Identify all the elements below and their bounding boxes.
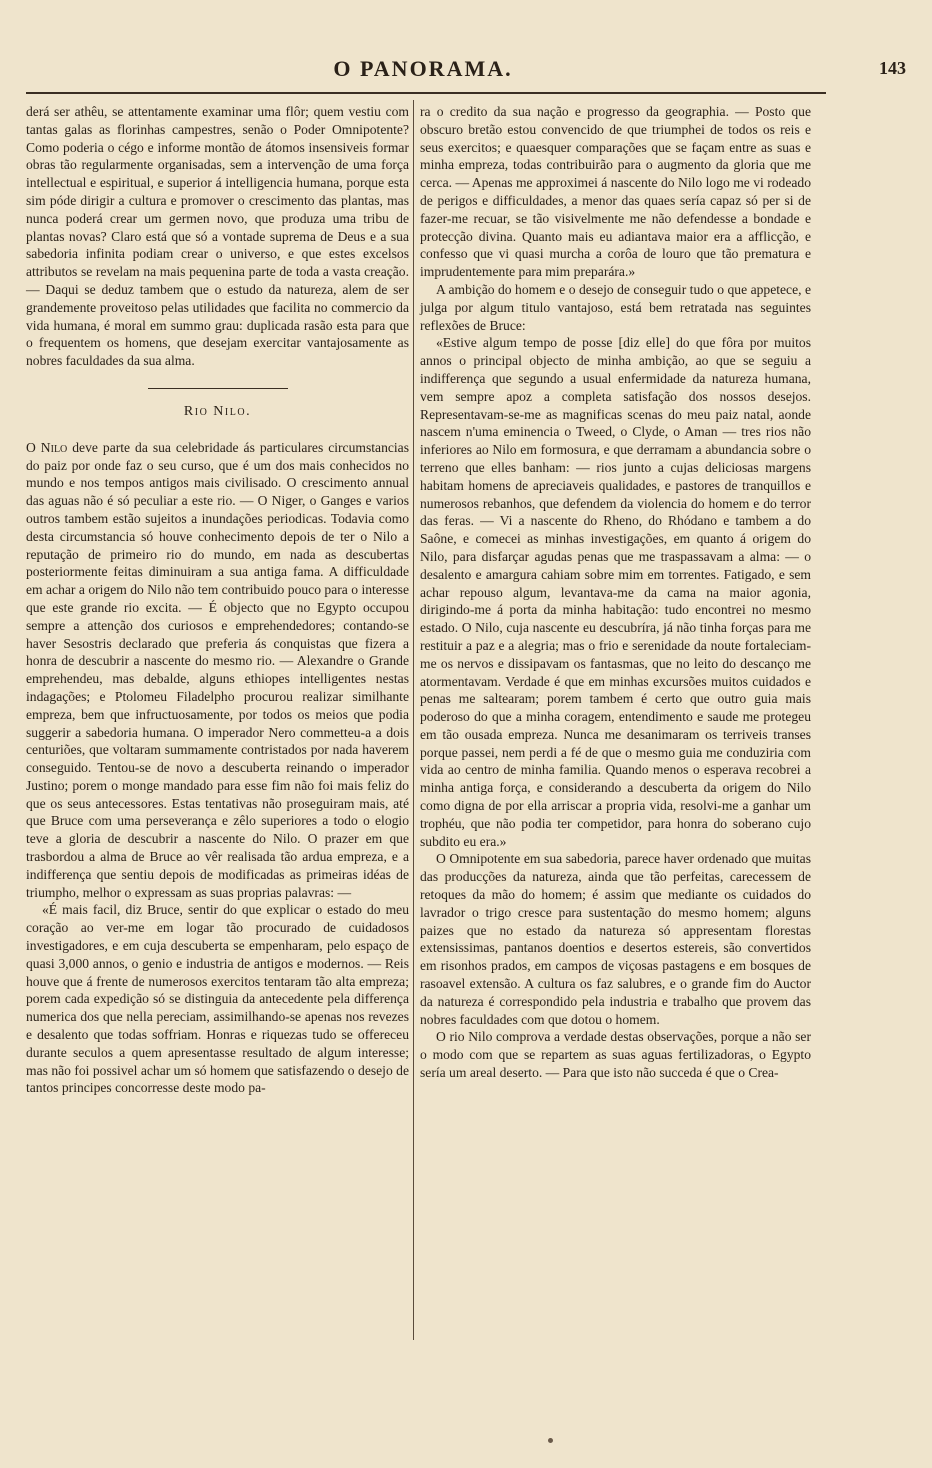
- left-column: [26, 103, 409, 1097]
- publication-title: O PANORAMA.: [333, 56, 513, 81]
- intro-paragraph: derá ser athêu, se attentamente examinar uma flôr; quem vestiu com tantas galas as florinhas campestres, senão o Poder Omnipotente? Como poderia o cégo e informe montão de átomos insensiveis formar obras tão regularmente organisadas, sem a intervenção de uma força intellectual e espiritual, e superior á intelligencia humana, porque esta sim póde dirigir a cultura e promover o crescimento das plantas, mas nunca poderá crear um germen novo, que produza uma tribu de plantas novas? Claro está que só a vontade suprema de Deus e a sua sabedoria infinita podiam crear o universo, e que estes excelsos attributos se revelam na mais pequenina parte de toda a vasta creação. — Daqui se deduz tambem que o estudo da natureza, alem de ser grandemente proveitoso pelas utilidades que facilita no commercio da vida humana, é moral em summo grau: duplicada rasão esta para que o frequentem os homens, que desejam exercitar vantajosamente as nobres faculdades da sua alma.: [26, 104, 409, 369]
- bruce-quote-1: «É mais facil, diz Bruce, sentir do que explicar o estado do meu coração ao ver-me em logar tão procurado de cuidadosos investigadores, e em cuja descuberta se empenharam, pelo espaço de quasi 3,000 annos, o genio e industria de antigos e modernos. — Reis houve que á frente de numerosos exercitos tentaram tão alta empreza; porem cada expedição só se distinguia da antecedente pela differença numerica dos que nella pereciam, assimilhando-se apenas nos revezes e desalento que todas soffriam. Honras e riquezas tudo se offereceu durante seculos a quem apresentasse resultado de algum interesse; mas não foi possivel achar um só homem que satisfazendo o desejo de tantos principes concorresse deste modo pa-: [26, 902, 409, 1096]
- ambition-paragraph: A ambição do homem e o desejo de conseguir tudo o que appetece, e julga por algum titulo vantajoso, está bem retratada nas seguintes reflexões de Bruce:: [420, 281, 811, 333]
- nile-paragraph-1: [26, 439, 409, 902]
- right-column: [420, 103, 811, 1082]
- omnipotent-paragraph: O Omnipotente em sua sabedoria, parece haver ordenado que muitas das producções da natureza, ainda que tão perfeitas, carecessem de retoques da mão do homem; é assim que mediante os cuidados do lavrador o trigo cresce para sustentação do mesmo homem; alguns paizes que no estado da natureza só appresentam florestas extensissimas, pantanos doentios e desertos estereis, são convertidos em risonhos prados, em campos de viçosas pastagens e em bosques de rasoavel extensão. A cultura os faz salubres, e o grande fim do Auctor da natureza é correspondido pela industria e trabalho que provem das nobres faculdades com que dotou o homem.: [420, 851, 811, 1027]
- bruce-quote-continuation: ra o credito da sua nação e progresso da geographia. — Posto que obscuro bretão estou convencido de que triumphei de todos os reis e seus exercitos; e quaesquer comparações que se façam entre as suas e minha empreza, todas contribuirão para o augmento da gloria que me cerca. — Apenas me approximei á nascente do Nilo logo me vi rodeado de perigos e difficuldades, a menor das quaes sería capaz só per si de fazer-me recuar, se tão visivelmente me não defendesse a bondade e protecção divina. Quanto mais eu adiantava maior era a afflicção, e confesso que vi quasi murcha a corôa de louro que tão prematura e imprudentemente para mim preparára.»: [420, 104, 811, 280]
- section-title-text: Rio Nilo.: [183, 403, 252, 419]
- page-mark: [548, 1438, 553, 1443]
- nile-paragraph-1-text: deve parte da sua celebridade ás particulares circumstancias do paiz por onde faz o seu curso, que é um dos mais conhecidos no mundo e nos tempos antigos mais civilisado. O crescimento annual das aguas não é só peculiar a este rio. — O Niger, o Ganges e varios outros tambem estão sujeitos a inundações periodicas. Todavia como desta circumstancia só houve conhecimento depois de ter o Nilo a reputação de primeiro rio do mundo, em nada as descubertas posteriormente feitas diminuiram a sua antiga fama. A difficuldade em achar a origem do Nilo não tem contribuido pouco para o interesse que este grande rio excita. — É objecto que no Egypto occupou sempre a attenção dos curiosos e emprehendedores; contando-se haver Sesostris declarado que preferia ás conquistas que fizera a honra de descubrir a nascente do mesmo rio. — Alexandre o Grande emprehendeu, mas debalde, alguns ethiopes intelligentes nestas indagações; e Ptolomeu Filadelpho procurou realizar similhante empreza, bem que infructuosamente, por todos os meios que podia suggerir a sabedoria humana. O imperador Nero commetteu-a a dois centuriões, que voltaram summamente contristados por nada haverem conseguido. Tentou-se de novo a descuberta reinando o imperador Justino; porem o monge mandado para esse fim não foi mais feliz do que os seus antecessores. Estas tentativas não proseguiram mais, até que Bruce com uma perseverança e zêlo superiores a todo o elogio teve a gloria de descubrir a nascente do Nilo. O prazer em que trasbordou a alma de Bruce ao vêr realisada tão ardua empreza, e a indifferença que sentiu depois de modificadas as primeiras idéas de triumpho, melhor o expressam as suas proprias palavras: —: [26, 439, 409, 900]
- section-separator: [148, 388, 288, 389]
- bruce-quote-2: «Estive algum tempo de posse [diz elle] do que fôra por muitos annos o principal objecto de minha ambição, ao que se seguiu a indifferença que segundo a usual enfermidade da natureza humana, vem sempre apoz a completa satisfação dos nossos desejos. Representavam-se-me as magnificas scenas do meu paiz natal, aonde nascem n'uma eminencia o Tweed, o Clyde, o Aman — tres rios não inferiores ao Nilo em formosura, e que derramam a abundancia sobre o terreno que elles banham: — rios junto a cujas deliciosas margens habitam homens de apreciaveis qualidades, e pastores de tranquillos e numerosos rebanhos, que defendem da violencia do homem e do terror das feras. — Vi a nascente do Rheno, do Rhódano e tambem a do Saône, e comecei as minhas investigações, em quanto á origem do Nilo, para disfarçar agudas penas que me traspassavam a alma: — o desalento e amargura cahiam sobre mim em torrentes. Fatigado, e sem achar repouso algum, levantava-me da cama na maior agonia, dirigindo-me á porta da minha habitação: tudo encontrei no mesmo estado. O Nilo, cuja nascente eu descubríra, já não tinha forças para me restituir a paz e a alegria; mas o frio e serenidade da noute fortaleciam-me os nervos e dissipavam os fantasmas, que no leito do descanço me atormentavam. Verdade é que em minhas excursões muitos cuidados e penas me saltearam; porem tambem é certo que outro guia mais poderoso do que a minha coragem, entendimento e saude me protegeu em tão ousada empreza. Nunca me desanimaram os terriveis transes porque passei, nem perdi a fé de que o mesmo guia me conduziria com vida ao centro de minha familia. Quando menos o esperava recobrei a minha antiga força, e considerando a descuberta da origem do Nilo como digna de por ella arriscar a propria vida, resolvi-me a ganhar um trophéu, que não podia ter competidor, para honra do soberano cujo subdito eu era.»: [420, 335, 811, 849]
- column-divider: [413, 100, 414, 1340]
- nile-lead: O Nilo: [26, 439, 68, 455]
- section-title: [26, 403, 409, 421]
- nile-observation-paragraph: O rio Nilo comprova a verdade destas observações, porque a não ser o modo com que se repartem as suas aguas fertilizadoras, o Egypto sería um areal deserto. — Para que isto não succeda é que o Crea-: [420, 1029, 811, 1081]
- page-header: [26, 56, 906, 90]
- header-rule: [26, 92, 826, 94]
- page-number: 143: [879, 58, 906, 78]
